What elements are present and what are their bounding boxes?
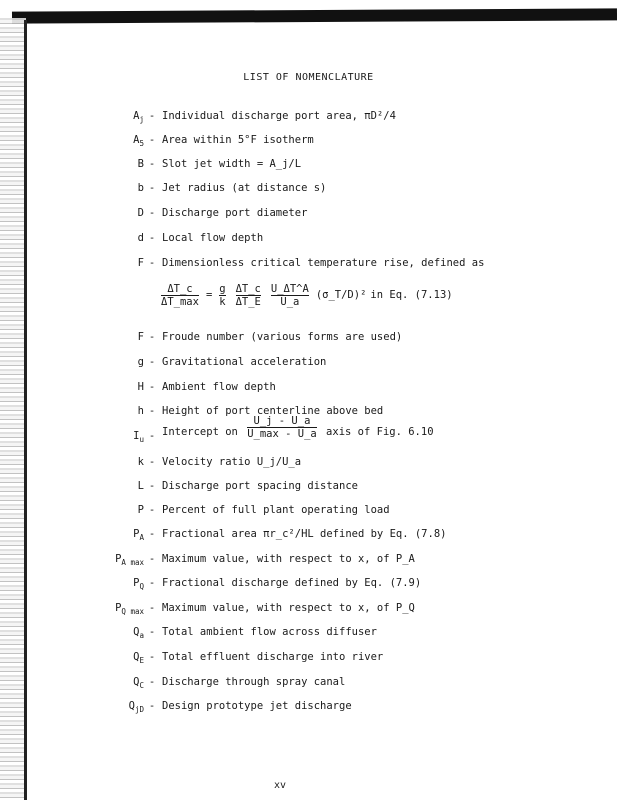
entry-symbol: d	[137, 232, 144, 244]
entry-dash: -	[148, 207, 156, 219]
entry-symbol: P	[137, 504, 144, 516]
entry-dash: -	[148, 381, 156, 393]
page-number: xv	[273, 780, 287, 791]
intercept-tail: axis of Fig. 6.10	[319, 426, 434, 438]
equation-reference: in Eq. (7.13)	[370, 289, 453, 301]
entry-description: Total effluent discharge into river	[162, 651, 384, 663]
entry-description: Dimensionless critical temperature rise, defined as	[162, 257, 485, 269]
scan-binding-edge	[0, 18, 26, 800]
entry-symbol: $I_u$	[133, 430, 144, 445]
entry-symbol: L	[137, 480, 144, 492]
entry-description: Ambient flow depth	[162, 381, 276, 393]
entry-description: Froude number (various forms are used)	[162, 331, 403, 343]
entry-description: Total ambient flow across diffuser	[162, 626, 377, 638]
entry-symbol: g	[137, 356, 144, 368]
entry-symbol: $A_5$	[133, 134, 144, 149]
entry-symbol: $Q_{jD}$	[128, 700, 144, 715]
equation-paren-term: (σ_T/D)²	[315, 289, 367, 301]
entry-symbol: $Q_C$	[133, 676, 144, 691]
entry-symbol: $P_{A max}$	[115, 553, 144, 568]
entry-description: Discharge port spacing distance	[162, 480, 358, 492]
entry-dash: -	[148, 182, 156, 194]
equation-fraction-2: $\frac{\Delta T\_c}{\Delta T\_E}$	[235, 282, 261, 308]
entry-symbol: $A_j$	[133, 110, 144, 125]
entry-description: Maximum value, with respect to x, of P_Q	[162, 602, 415, 614]
entry-dash: -	[148, 602, 156, 614]
entry-dash: -	[148, 430, 156, 442]
entry-description: Design prototype jet discharge	[162, 700, 352, 712]
entry-dash: -	[148, 504, 156, 516]
entry-symbol: F	[137, 331, 144, 343]
scan-top-edge	[12, 8, 617, 23]
entry-description: Fractional discharge defined by Eq. (7.9)	[162, 577, 422, 589]
entry-description: Height of port centerline above bed	[162, 405, 384, 417]
entry-description: Local flow depth	[162, 232, 264, 244]
scan-left-rule	[24, 20, 27, 800]
intercept-numerator: U_j - U_a	[247, 415, 317, 428]
entry-dash: -	[148, 134, 156, 146]
entry-dash: -	[148, 158, 156, 170]
entry-symbol: F	[137, 257, 144, 269]
entry-symbol: b	[137, 182, 144, 194]
entry-description: Individual discharge port area, πD²/4	[162, 110, 396, 122]
entry-dash: -	[148, 626, 156, 638]
entry-symbol: D	[137, 207, 144, 219]
entry-description: Jet radius (at distance s)	[162, 182, 327, 194]
entry-description: Gravitational acceleration	[162, 356, 327, 368]
entry-dash: -	[148, 700, 156, 712]
page-title: LIST OF NOMENCLATURE	[243, 72, 374, 83]
equation-fraction-1: $\frac{g}{k}$	[219, 282, 226, 308]
entry-description: Fractional area πr_c²/HL defined by Eq. (7.8)	[162, 528, 447, 540]
intercept-fraction	[247, 415, 317, 440]
entry-dash: -	[148, 480, 156, 492]
entry-dash: -	[148, 651, 156, 663]
entry-description: Discharge port diameter	[162, 207, 308, 219]
entry-dash: -	[148, 257, 156, 269]
entry-dash: -	[148, 553, 156, 565]
entry-symbol: H	[137, 381, 144, 393]
entry-symbol: B	[137, 158, 144, 170]
entry-dash: -	[148, 232, 156, 244]
entry-description: Intercept on $\frac{U\_j - U\_a}{U\_\max - U\_a}$ axis of Fig. 6.10	[162, 415, 434, 440]
entry-symbol: $P_A$	[133, 528, 144, 543]
entry-dash: -	[148, 456, 156, 468]
equation-fraction-3: $\frac{U\_\Delta T\^{}A}{U\_a}$	[270, 282, 309, 308]
entry-dash: -	[148, 528, 156, 540]
entry-description: Area within 5°F isotherm	[162, 134, 314, 146]
entry-symbol: h	[137, 405, 144, 417]
entry-description: Slot jet width = A_j/L	[162, 158, 302, 170]
entry-symbol: $Q_a$	[133, 626, 144, 641]
intercept-denominator: U_max - U_a	[247, 428, 317, 440]
entry-dash: -	[148, 331, 156, 343]
equation-equals: =	[205, 289, 213, 301]
entry-dash: -	[148, 577, 156, 589]
equation-lhs: $\frac{\Delta T\_c}{\Delta T\_\max}$	[161, 282, 199, 308]
entry-description: Velocity ratio U_j/U_a	[162, 456, 302, 468]
entry-dash: -	[148, 110, 156, 122]
entry-description: Percent of full plant operating load	[162, 504, 390, 516]
entry-symbol: $Q_E$	[133, 651, 144, 666]
entry-dash: -	[148, 356, 156, 368]
entry-symbol: $P_{Q max}$	[115, 602, 144, 617]
entry-symbol: k	[137, 456, 144, 468]
entry-description: Maximum value, with respect to x, of P_A	[162, 553, 415, 565]
entry-dash: -	[148, 405, 156, 417]
dimensionless-temperature-equation	[158, 274, 453, 316]
entry-symbol: $P_Q$	[133, 577, 144, 592]
entry-dash: -	[148, 676, 156, 688]
entry-description: Discharge through spray canal	[162, 676, 346, 688]
